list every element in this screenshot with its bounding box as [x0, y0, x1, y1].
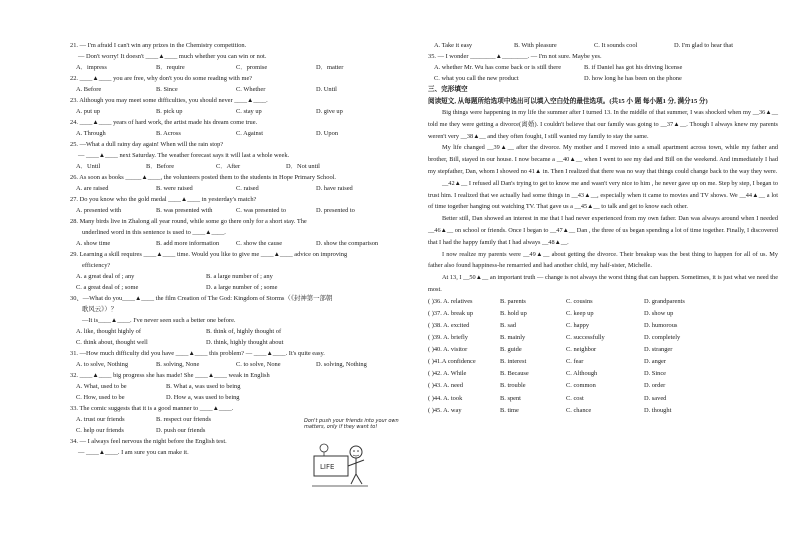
answer-options — [428, 40, 778, 51]
answer-option: C. It sounds cool — [594, 42, 638, 49]
answer-option: D. have raised — [316, 185, 353, 192]
option-cell: D. completely — [644, 334, 681, 342]
answer-option: D. think, highly thought about — [206, 339, 284, 346]
option-cell: C. cousins — [566, 297, 593, 305]
answer-option: B. think of, highly thought of — [206, 328, 282, 335]
answer-options — [70, 183, 395, 194]
option-cell: B. interest — [500, 358, 527, 366]
answer-options — [70, 359, 395, 370]
answer-option: D. Upon — [316, 130, 339, 137]
answer-option: D. Until — [316, 86, 337, 93]
right-top-questions — [428, 40, 778, 84]
passage-paragraph: Better still, Dan showed an interest in me that I had never experienced from my own father. Dan was always around when I needed __46▲__ on school or friends. Once I began to __47▲__ Dan , the three of us began spending a lot of time together. Finally, I discovered that I had the happy family that I had always __48▲__. — [428, 215, 778, 246]
option-cell: D. Since — [644, 370, 667, 378]
answer-option: A. are raised — [76, 185, 109, 192]
answer-option: A. Take it easy — [434, 42, 473, 49]
right-column — [428, 40, 778, 417]
answer-options — [428, 73, 778, 84]
answer-option: A. Through — [76, 130, 106, 137]
question-text: 25. —What a dull rainy day again! When will the rain stop? — [70, 141, 224, 148]
option-cell: C. fear — [566, 358, 584, 366]
section-title: 三、完形填空 — [428, 86, 468, 93]
answer-option: C. think about, thought well — [76, 339, 148, 346]
question-text: 27. Do you know who the gold medal ____▲____ in yesterday's match? — [70, 196, 257, 203]
option-cell: ( )44. A. took — [428, 394, 463, 402]
answer-option: B. pick up — [156, 108, 183, 115]
option-cell: D. order — [644, 382, 666, 390]
option-row — [428, 308, 778, 320]
answer-option: B. respect our friends — [156, 416, 212, 423]
answer-option: D. push our friends — [156, 427, 206, 434]
answer-option: D. How a, was used to being — [166, 394, 240, 401]
answer-options — [70, 381, 395, 392]
question-text: 23. Although you may meet some difficulties, you should never ____▲____. — [70, 97, 268, 104]
option-cell: ( )42. A. While — [428, 370, 467, 378]
answer-options — [70, 84, 395, 95]
answer-option: A．impress — [76, 64, 107, 71]
answer-option: C. Whether — [236, 86, 266, 93]
option-cell: C. happy — [566, 321, 590, 329]
option-cell: C. cost — [566, 394, 584, 402]
passage-paragraph: __42▲__ I refused all Dan's trying to get to know me and wasn't very nice to him , he never gave up on me. Step by step, I began to trust him. I realized that we actually had some things in __43▲__, especially when it came to movies and TV shows. We __44▲__ a lot of time together hanging out watching TV. That gave us a __45▲__ to talk and get to know each other. — [428, 179, 778, 211]
question-text: 22. ____▲____ you are free, why don't you do some reading with me? — [70, 75, 253, 82]
answer-option: D．Not until — [286, 163, 320, 170]
option-cell: B. Because — [500, 370, 529, 378]
question-text: 33. The comic suggests that it is a good manner to ____▲____. — [70, 405, 234, 412]
answer-option: A. whether Mr. Wu has come back or is still there — [434, 64, 562, 71]
answer-options — [70, 128, 395, 139]
question-text: 29. Learning a skill requires ____▲____ time. Would you like to give me ____▲____ advice on improving — [70, 251, 348, 258]
left-column — [70, 40, 395, 458]
comic-drawing-icon — [310, 438, 370, 490]
answer-option: C. a great deal of ; some — [76, 284, 139, 291]
answer-option: C. stay up — [236, 108, 262, 115]
option-cell: D. anger — [644, 358, 667, 366]
option-cell: C. common — [566, 382, 596, 390]
answer-option: A. What, used to be — [76, 383, 127, 390]
passage-paragraph: I now realize my parents were __49▲__ about getting the divorce. Their breakup was the best thing to happen for all of us. My father also found happiness-he remarried and had another child, my half-sister, Michelle. — [428, 250, 778, 270]
option-cell: ( )37. A. break up — [428, 309, 474, 317]
question-text: 30、—What do you____▲____ the film Creation of The God: Kingdom of Storms（《封神第一部朝 — [70, 295, 333, 302]
passage-paragraph: My life changed __39▲__ after the divorce. My mother and I moved into a small apartment across town, while my father and brother, Bill, stayed in our house. I now became a __40▲__ when I went to see my dad and Bill on the weekend. And immediately I had my stepfather, Dan, whom I showed no 41▲ in. Then I realized that there was no way that things could change back to the way they were. — [428, 144, 778, 175]
option-cell: ( )45. A. way — [428, 406, 462, 414]
option-cell: D. humorous — [644, 321, 678, 329]
comic-sign-text: LIFE — [320, 463, 335, 471]
answer-option: D. I'm glad to hear that — [674, 42, 734, 49]
option-cell: ( )40. A. visitor — [428, 346, 468, 354]
answer-option: B. What a, was used to being — [166, 383, 241, 390]
answer-option: B. Across — [156, 130, 181, 137]
question-text: 35. — I wonder ________▲________. — I'm not sure. Maybe yes. — [428, 53, 602, 60]
answer-options — [70, 106, 395, 117]
option-cell: B. mainly — [500, 334, 526, 342]
question-text: — ____▲____. I am sure you can make it. — [78, 449, 189, 456]
option-cell: D. thought — [644, 406, 672, 414]
section-instruction: 阅读短文, 从每题所给选项中选出可以填入空白处的最佳选项。(共15 小 题 每小题1 分, 满分15 分) — [428, 98, 708, 105]
answer-options — [70, 161, 395, 172]
options-table — [428, 296, 778, 417]
answer-option: A. like, thought highly of — [76, 328, 141, 335]
option-cell: C. keep up — [566, 309, 594, 317]
option-cell: B. trouble — [500, 382, 526, 390]
option-cell: B. spent — [500, 394, 521, 402]
answer-option: C. How, used to be — [76, 394, 125, 401]
answer-option: B. if Daniel has got his driving license — [584, 64, 683, 71]
answer-option: C. show the cause — [236, 240, 283, 247]
answer-option: D. how long he has been on the phone — [584, 75, 682, 82]
answer-option: D. presented to — [316, 207, 355, 214]
answer-option: C. raised — [236, 185, 259, 192]
answer-options — [70, 326, 395, 337]
answer-option: B. solving, None — [156, 361, 200, 368]
answer-option: B．require — [156, 64, 185, 71]
answer-options — [70, 282, 395, 293]
option-cell: D. stranger — [644, 346, 673, 354]
option-cell: B. hold up — [500, 309, 527, 317]
answer-option: A. put up — [76, 108, 100, 115]
passage-paragraph: Big things were happening in my life the summer after I turned 13. In the middle of that summer, I was shocked when my __36▲__ told me they were getting a divorce(离婚). I couldn't believe that our family was going to __37▲__. Though I always knew my parents weren't very __38▲__ and they often fought, I still wanted my family to stay the same. — [428, 109, 778, 140]
answer-option: C. help our friends — [76, 427, 124, 434]
answer-options — [70, 62, 395, 73]
option-row — [428, 344, 778, 356]
option-cell: D. grandparents — [644, 297, 685, 305]
answer-option: B. With pleasure — [514, 42, 557, 49]
option-cell: B. time — [500, 406, 519, 414]
question-text: 24. ____▲____ years of hard work, the artist made his dream come true. — [70, 119, 258, 126]
question-text: — ____▲____ next Saturday. The weather forecast says it will last a whole week. — [78, 152, 290, 159]
option-cell: ( )39. A. briefly — [428, 334, 468, 342]
answer-option: D．matter — [316, 64, 344, 71]
passage-paragraph: At 13, I __50▲__ an important truth — change is not always the worst thing that can happen. Sometimes, it is just what we need the most. — [428, 274, 778, 293]
question-text: —It is____▲____. I've never seen such a better one before. — [82, 317, 236, 324]
answer-option: B. Since — [156, 86, 178, 93]
option-cell: C. chance — [566, 406, 592, 414]
answer-option: A. to solve, Nothing — [76, 361, 129, 368]
answer-options — [70, 392, 395, 403]
answer-option: D. solving, Nothing — [316, 361, 367, 368]
option-row — [428, 296, 778, 308]
cloze-passage — [428, 107, 778, 296]
option-cell: ( )41.A confidence — [428, 358, 476, 366]
answer-option: A．Until — [76, 163, 101, 170]
answer-option: A. Before — [76, 86, 102, 93]
answer-option: B. add more information — [156, 240, 220, 247]
comic-caption: Don't push your friends into your own matters, only if they want to! — [304, 418, 399, 431]
question-text: 歌风云》）？ — [82, 306, 118, 313]
answer-option: D. a large number of ; some — [206, 284, 278, 291]
answer-options — [428, 62, 778, 73]
answer-option: C. to solve, None — [236, 361, 281, 368]
option-cell: ( )43. A. need — [428, 382, 463, 390]
question-text: 31. —How much difficulty did you have ____▲____ this problem? — ____▲____. It's quite easy. — [70, 350, 325, 357]
answer-option: A. trust our friends — [76, 416, 125, 423]
option-cell: ( )36. A. relatives — [428, 297, 473, 305]
question-text: 28. Many birds live in Zhalong all year round, while some go there only for a short stay. The — [70, 218, 307, 225]
option-cell: C. successfully — [566, 334, 605, 342]
answer-option: A. a great deal of ; any — [76, 273, 135, 280]
option-row — [428, 332, 778, 344]
answer-option: A. presented with — [76, 207, 122, 214]
answer-option: D. give up — [316, 108, 343, 115]
answer-option: C. Against — [236, 130, 263, 137]
answer-option: C．promise — [236, 64, 268, 71]
option-cell: C. neighbor — [566, 346, 597, 354]
answer-options — [70, 205, 395, 216]
option-row — [428, 393, 778, 405]
comic-illustration — [300, 418, 400, 500]
option-row — [428, 368, 778, 380]
question-text: 32. ____▲____ big progress she has made! She ____▲____ weak in English — [70, 372, 270, 379]
option-cell: B. sad — [500, 321, 516, 329]
option-cell: D. show up — [644, 309, 674, 317]
answer-options — [70, 271, 395, 282]
option-row — [428, 356, 778, 368]
answer-option: B. were raised — [156, 185, 193, 192]
question-text: 21. — I'm afraid I can't win any prizes in the Chemistry competition. — [70, 42, 247, 49]
option-cell: ( )38. A. excited — [428, 321, 470, 329]
answer-option: C. was presented to — [236, 207, 287, 214]
answer-option: C．After — [216, 163, 241, 170]
option-cell: D. saved — [644, 394, 667, 402]
answer-option: A. show time — [76, 240, 111, 247]
answer-option: B．Before — [146, 163, 175, 170]
question-text: 34. — I always feel nervous the night before the English test. — [70, 438, 227, 445]
question-text: efficiency? — [82, 262, 111, 269]
option-row — [428, 320, 778, 332]
question-text: 26. As soon as books _____▲____, the volunteers posted them to the students in Hope Primary School. — [70, 174, 337, 181]
question-text: underlined word in this sentence is used to ____▲____. — [82, 229, 226, 236]
question-text: — Don't worry! It doesn't ____▲____ much whether you can win or not. — [78, 53, 267, 60]
option-cell: B. parents — [500, 297, 526, 305]
answer-options — [70, 238, 395, 249]
answer-option: D. show the comparison — [316, 240, 379, 247]
option-cell: B. guide — [500, 346, 522, 354]
answer-option: C. what you call the new product — [434, 75, 519, 82]
answer-option: B. a large number of ; any — [206, 273, 273, 280]
option-row — [428, 405, 778, 417]
answer-option: B. was presented with — [156, 207, 213, 214]
option-row — [428, 380, 778, 392]
option-cell: C. Although — [566, 370, 598, 378]
answer-options — [70, 337, 395, 348]
